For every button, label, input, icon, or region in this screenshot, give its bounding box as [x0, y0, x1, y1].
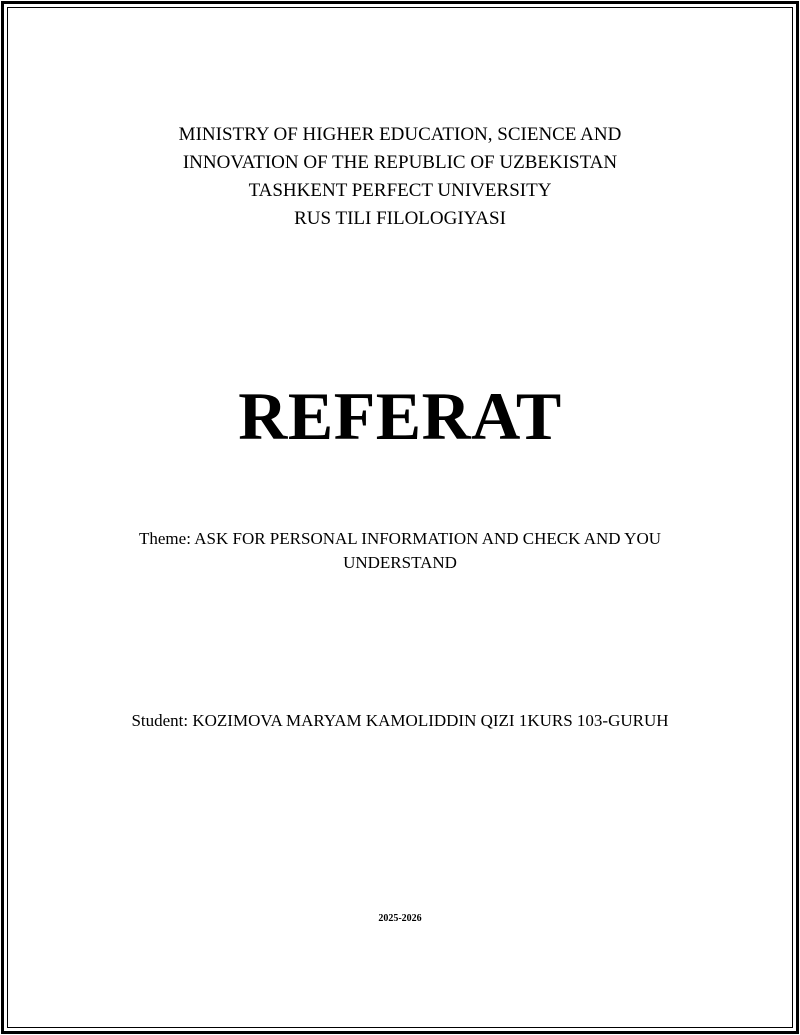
academic-year: 2025-2026	[378, 913, 422, 924]
document-title: REFERAT	[238, 378, 562, 454]
header-line-department: RUS TILI FILOLOGIYASI	[294, 208, 506, 229]
header-line-republic: INNOVATION OF THE REPUBLIC OF UZBEKISTAN	[182, 152, 618, 173]
theme-text: Theme: ASK FOR PERSONAL INFORMATION AND CHECK AND YOU UNDERSTAND	[139, 529, 661, 572]
institution-header	[0, 121, 800, 233]
student-text: Student: KOZIMOVA MARYAM KAMOLIDDIN QIZI 1KURS 103-GURUH	[131, 711, 669, 730]
header-line-ministry: MINISTRY OF HIGHER EDUCATION, SCIENCE AND	[178, 124, 622, 145]
header-line-university: TASHKENT PERFECT UNIVERSITY	[248, 180, 552, 201]
